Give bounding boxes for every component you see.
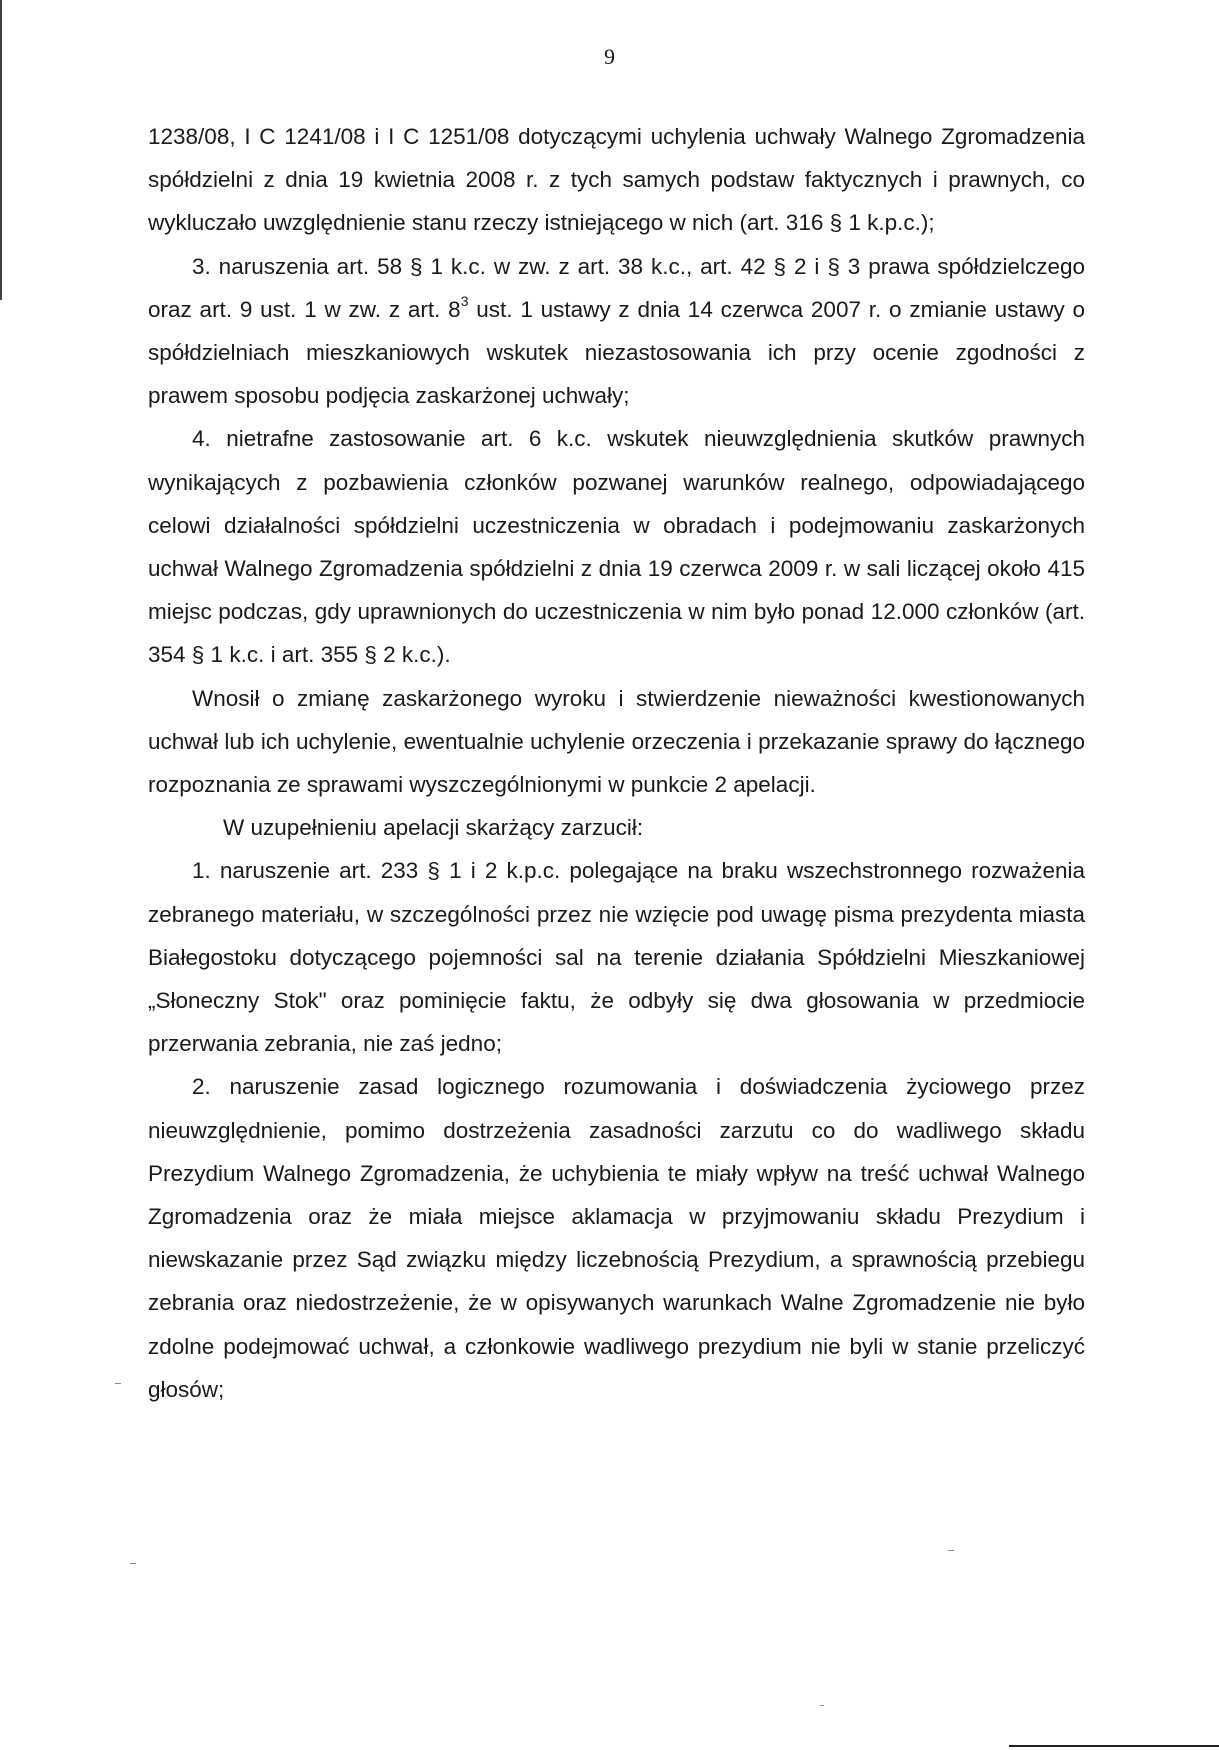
page-number: 9 (604, 44, 615, 69)
item-3-text-b: ust. 1 ustawy z dnia 14 czerwca 2007 r. o zmianie ustawy o spółdzielniach mieszkaniowych wskutek niezastosowania ich przy ocenie zgodności z prawem sposobu podjęcia zaskarżonej uchwały; (148, 296, 1085, 409)
footnote-rule (1009, 1745, 1219, 1747)
scan-speck (130, 1563, 136, 1564)
paragraph-request: Wnosił o zmianę zaskarżonego wyroku i stwierdzenie nieważności kwestionowanych uchwał lub ich uchylenie, ewentualnie uchylenie orzeczenia i przekazanie sprawy do łącznego rozpoznania ze sprawami wyszczególnionymi w punkcie 2 apelacji. (148, 685, 1085, 798)
paragraph-supplement-item-2: 2. naruszenie zasad logicznego rozumowania i doświadczenia życiowego przez nieuwzględnienie, pomimo dostrzeżenia zasadności zarzutu co do wadliwego składu Prezydium Walnego Zgromadzenia, że uchybienia te miały wpływ na treść uchwał Walnego Zgromadzenia oraz że miała miejsce aklamacja w przyjmowaniu składu Prezydium i niewskazanie przez Sąd związku między liczebnością Prezydium, a sprawnością przebiegu zebrania oraz niedostrzeżenie, że w opisywanych warunkach Walne Zgromadzenie nie było zdolne podejmować uchwał, a członkowie wadliwego prezydium nie byli w stanie przeliczyć głosów; (148, 1074, 1085, 1402)
paragraph-item-4: 4. nietrafne zastosowanie art. 6 k.c. wskutek nieuwzględnienia skutków prawnych wynikających z pozbawienia członków pozwanej warunków realnego, odpowiadającego celowi działalności spółdzielni uczestniczenia w obradach i podejmowaniu zaskarżonych uchwał Walnego Zgromadzenia spółdzielni z dnia 19 czerwca 2009 r. w sali liczącej około 415 miejsc podczas, gdy uprawnionych do uczestniczenia w nim było ponad 12.000 członków (art. 354 § 1 k.c. i art. 355 § 2 k.c.). (148, 426, 1085, 668)
paragraph-continuation: 1238/08, I C 1241/08 i I C 1251/08 dotyczącymi uchylenia uchwały Walnego Zgromadzenia spółdzielni z dnia 19 kwietnia 2008 r. z tych samych podstaw faktycznych i prawnych, co wykluczało uwzględnienie stanu rzeczy istniejącego w nich (art. 316 § 1 k.p.c.); (148, 124, 1085, 236)
scan-speck (948, 1550, 954, 1551)
scan-speck (115, 1383, 121, 1384)
paragraph-item-3 (148, 245, 1085, 418)
paragraph-supplement-item-1: 1. naruszenie art. 233 § 1 i 2 k.p.c. polegające na braku wszechstronnego rozważenia zebranego materiału, w szczególności przez nie wzięcie pod uwagę pisma prezydenta miasta Białegostoku dotyczącego pojemności sal na terenie działania Spółdzielni Mieszkaniowej „Słoneczny Stok" oraz pominięcie faktu, że odbyły się dwa głosowania w przedmiocie przerwania zebrania, nie zaś jedno; (148, 858, 1085, 1057)
paragraph-supplement-intro: W uzupełnieniu apelacji skarżący zarzucił: (223, 815, 644, 841)
superscript-3: 3 (460, 293, 469, 310)
document-body (148, 115, 1085, 1411)
scan-speck (820, 1705, 824, 1706)
item-3-text-a: 3. naruszenia art. 58 § 1 k.c. w zw. z art. 38 k.c., art. 42 § 2 i § 3 prawa spółdzielczego oraz art. 9 ust. 1 w zw. z art. 8 (148, 253, 1085, 322)
